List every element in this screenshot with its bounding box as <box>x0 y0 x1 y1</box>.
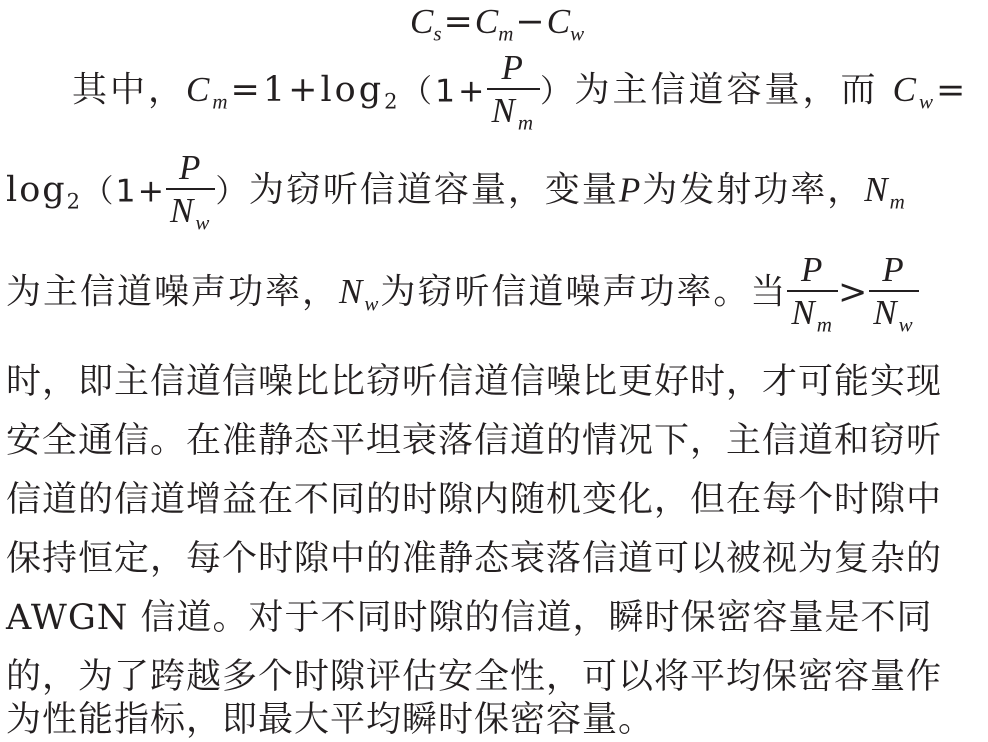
text-eavesdrop-capacity: 为窃听信道容量，变量 <box>248 170 619 211</box>
p-symbol: P <box>618 170 643 210</box>
equals-sign-2: = <box>936 70 969 111</box>
text-prefix: 其中， <box>72 70 187 111</box>
body-line-2: 安全通信。在准静态平坦衰落信道的情况下，主信道和窃听 <box>6 421 943 461</box>
cw-symbol: $C_w$ <box>892 70 937 114</box>
body-line-1: 时，即主信道信噪比比窃听信道信噪比更好时，才可能实现 <box>6 362 943 402</box>
fraction-p-over-nw: $\frac{P}{N_w}$ <box>166 148 215 236</box>
paragraph-line-3 <box>6 250 919 338</box>
equals-sign: = <box>443 2 473 42</box>
fraction-p-over-nm-2: $\frac{P}{N_m}$ <box>787 250 838 338</box>
text-eavesdrop-noise: 为窃听信道噪声功率。当 <box>380 272 788 313</box>
paragraph-line-2 <box>6 148 907 236</box>
open-paren: （1+ <box>400 73 488 110</box>
close-paren: ） <box>539 73 575 110</box>
body-line-6: 的，为了跨越多个时隙评估安全性，可以将平均保密容量作 <box>6 657 943 697</box>
text-main-capacity: 为主信道容量，而 <box>574 70 879 111</box>
minus-sign: − <box>515 2 545 42</box>
formula-lhs: $C_s$ <box>410 2 442 46</box>
cm-symbol: $C_m$ <box>186 70 231 114</box>
cm-definition-start: $=1+\log_2$ <box>230 70 401 114</box>
formula-term-cw: $C_w$ <box>546 2 585 46</box>
text-main-noise: 为主信道噪声功率， <box>6 272 340 313</box>
body-line-3: 信道的信道增益在不同的时隙内随机变化，但在每个时隙中 <box>6 480 943 520</box>
greater-than-sign: > <box>837 272 870 313</box>
paragraph-line-1 <box>72 48 968 136</box>
formula-term-cm: $C_m$ <box>474 2 514 46</box>
log-term: $\log_2$ <box>6 170 83 214</box>
body-line-7: 为性能指标，即最大平均瞬时保密容量。 <box>6 700 655 740</box>
nm-symbol: $N_m$ <box>864 170 907 214</box>
fraction-p-over-nw-2: $\frac{P}{N_w}$ <box>869 250 918 338</box>
body-line-5: AWGN 信道。对于不同时隙的信道，瞬时保密容量是不同 <box>6 598 933 638</box>
formula-secrecy-capacity <box>410 2 584 46</box>
nw-symbol: $N_w$ <box>339 272 381 316</box>
open-paren-2: （1+ <box>82 173 166 210</box>
text-transmit-power: 为发射功率， <box>642 170 865 211</box>
close-paren-2: ） <box>215 173 249 210</box>
body-line-4: 保持恒定，每个时隙中的准静态衰落信道可以被视为复杂的 <box>6 539 943 579</box>
fraction-p-over-nm: $\frac{P}{N_m}$ <box>487 48 540 136</box>
